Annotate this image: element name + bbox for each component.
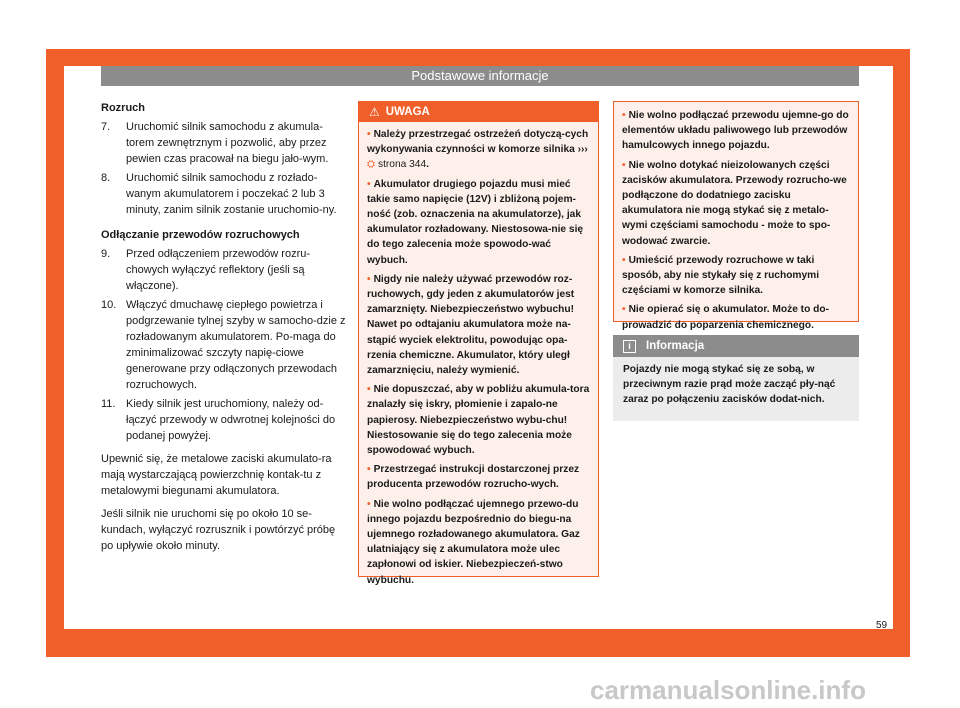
warning-body <box>359 122 598 588</box>
warning-bullet: • Umieścić przewody rozruchowe w taki sposób, aby nie stykały się z ruchomymi częściami w komorze silnika. <box>622 254 820 297</box>
watermark: carmanualsonline.info <box>590 675 866 705</box>
page-number: 59 <box>876 620 888 631</box>
step-item: 10. Włączyć dmuchawę ciepłego powietrza i podgrzewanie tylnej szyby w samocho-dzie z rozładowanym akumulatorem. Po-maga do zminimalizować szczyty napię-ciowe generowane przy odłączonych przewodach rozruchowych. <box>101 299 346 391</box>
warning-bullet: • Nie dopuszczać, aby w pobliżu akumula-tora znalazły się iskry, płomienie i zapalo-ne papierosy. Niebezpieczeństwo wybu-chu! Niestosowanie się do tego zalecenia może spowodować wybuch. <box>367 384 590 457</box>
paragraph: Upewnić się, że metalowe zaciski akumulato-ra mają wystarczającą powierzchnię kontak-tu z metalowymi biegunami akumulatora. <box>101 453 332 497</box>
bullet-dot-icon: • <box>367 273 371 285</box>
left-column <box>101 100 349 554</box>
warning-bullet: • Nie wolno podłączać przewodu ujemne-go do elementów układu paliwowego lub przewodów hamulcowych innego pojazdu. <box>622 110 849 152</box>
warning-bullet: • Nie wolno podłączać ujemnego przewo-du innego pojazdu bezpośrednio do biegu-na ujemnego rozładowanego akumulatora. Gaz ulatniający się z akumulatora może ulec zapłonowi od iskier. Niebezpieczeń-stwo wybuchu. <box>367 498 580 586</box>
bullet-dot-icon: • <box>367 464 371 476</box>
warning-title-bar: ⚠ UWAGA <box>359 102 598 122</box>
bullet-dot-icon: • <box>622 304 626 316</box>
warning-bullet: • Należy przestrzegać ostrzeżeń dotyczą-cych wykonywania czynności w komorze silnika ››› ⛭ strona 344. <box>367 129 589 171</box>
info-icon: i <box>623 340 636 353</box>
bullet-dot-icon: • <box>622 254 626 266</box>
info-box <box>613 335 859 421</box>
step-item: 9. Przed odłączeniem przewodów rozru-chowych wyłączyć reflektory (jeśli są włączone). <box>101 248 311 292</box>
bullet-dot-icon: • <box>367 178 371 190</box>
bullet-dot-icon: • <box>622 110 626 121</box>
bullet-dot-icon: • <box>622 159 626 171</box>
step-item: 7. Uruchomić silnik samochodu z akumula-torem zewnętrznym i pozwolić, aby przez pewien czas pracował na biegu jało-wym. <box>101 121 329 165</box>
bullet-dot-icon: • <box>367 384 371 396</box>
info-title-bar: i Informacja <box>613 335 859 357</box>
engine-compartment-icon: ⛭ <box>367 159 378 171</box>
warning-bullet: • Nie opierać się o akumulator. Może to do-prowadzić do poparzenia chemicznego. <box>622 304 829 331</box>
bullet-dot-icon: • <box>367 498 371 510</box>
info-text: Pojazdy nie mogą stykać się ze sobą, w przeciwnym razie prąd może zacząć pły-nąć zaraz po połączeniu zacisków dodat-nich. <box>623 364 836 406</box>
bullet-dot-icon: • <box>367 129 371 140</box>
warning-bullet: • Nigdy nie należy używać przewodów roz-ruchowych, gdy jeden z akumulatorów jest zamarznięty. Niebezpieczeństwo wybuchu! Nawet po odtajaniu akumulatora może na-stąpić wyciek elektrolitu, powodując opa-rzenia chemiczne. Akumulator, który uległ zamarznięciu, należy wymienić. <box>367 273 575 377</box>
section-title-rozruch: Rozruch <box>101 102 145 114</box>
warning-bullet: • Przestrzegać instrukcji dostarczonej przez producenta przewodów rozrucho-wych. <box>367 464 580 491</box>
step-item: 8. Uruchomić silnik samochodu z rozłado-wanym akumulatorem i poczekać 2 lub 3 minuty, zanim silnik zostanie uruchomio-ny. <box>101 172 337 216</box>
section-title-odlaczanie: Odłączanie przewodów rozruchowych <box>101 229 300 241</box>
warning-box <box>358 101 599 586</box>
warning-bullet: • Nie wolno dotykać nieizolowanych części zacisków akumulatora. Przewody rozrucho-we podłączone do dodatniego zacisku akumulatora nie mogą stykać się z metalo-wymi częściami samochodu - może to spo-wodować zwarcie. <box>622 159 847 247</box>
section-header: Podstawowe informacje <box>101 66 859 86</box>
paragraph: Jeśli silnik nie uruchomi się po około 10 se-kundach, wyłączyć rozrusznik i powtórzyć próbę po upływie około minuty. <box>101 508 336 552</box>
warning-bullet: • Akumulator drugiego pojazdu musi mieć takie samo napięcie (12V) i zbliżoną pojem-ność (zob. oznaczenia na akumulatorze), jak akumulator rozładowany. Niestosowa-nie się do tego zalecenia może spowodo-wać wybuch. <box>367 178 584 266</box>
warning-body <box>614 102 858 333</box>
warning-triangle-icon: ⚠ <box>369 105 380 119</box>
warning-box-continued <box>613 101 859 331</box>
step-item: 11. Kiedy silnik jest uruchomiony, należy od-łączyć przewody w odwrotnej kolejności do podanej powyżej. <box>101 398 336 442</box>
page-reference-link[interactable]: strona 344 <box>377 159 427 171</box>
